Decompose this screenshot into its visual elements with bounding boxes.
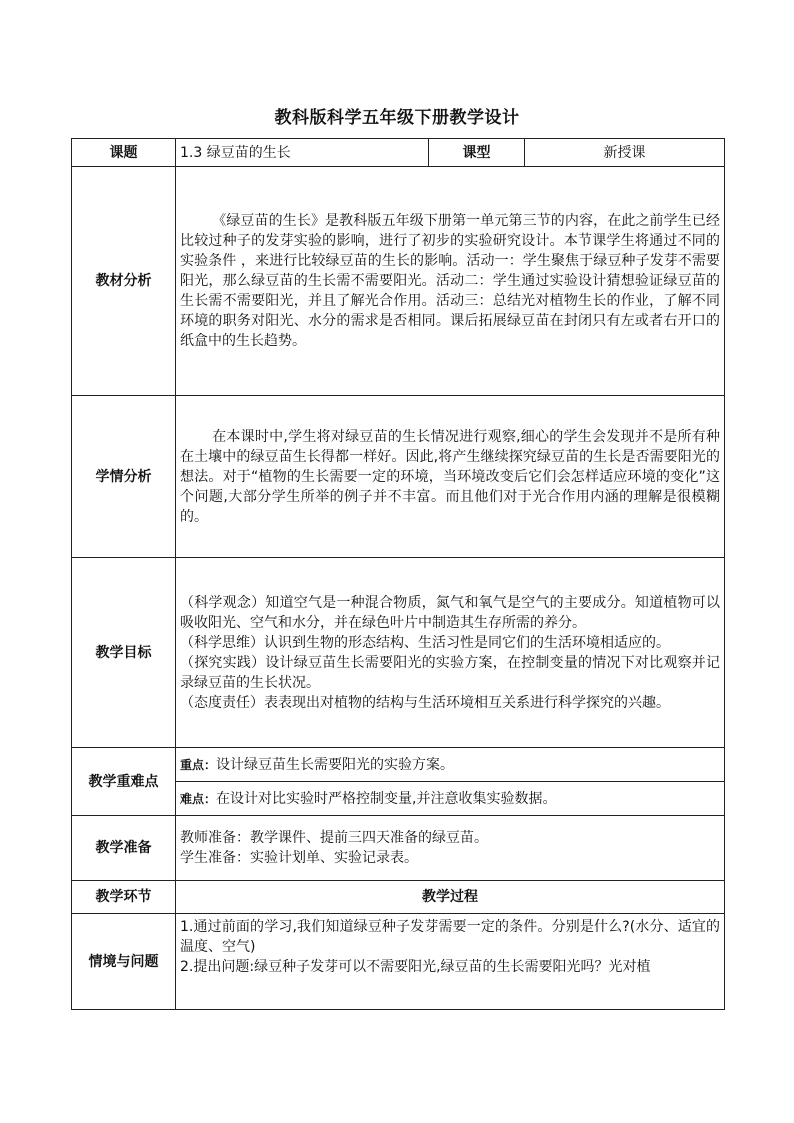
objective-item: （科学思维）认识到生物的形态结构、生活习性是同它们的生活环境相适应的。 [180,634,670,651]
process-header-row [72,881,725,914]
objective-item: （科学观念）知道空气是一种混合物质，氮气和氧气是空气的主要成分。知道植物可以吸收阳光、空气和水分，并在绿色叶片中制造其生存所需的养分。 [180,594,720,631]
objectives-label: 教学目标 [72,558,176,748]
focus-label: 重点： [180,757,217,772]
material-analysis-row [72,167,725,396]
student-analysis-cell [176,396,725,558]
process-header: 教学过程 [176,881,725,914]
page-title: 教科版科学五年级下册教学设计 [274,108,520,128]
lesson-plan-table [71,138,725,1010]
situation-label: 情境与问题 [72,914,176,1010]
topic-row [72,139,725,167]
student-analysis-label: 学情分析 [72,396,176,558]
objective-item: （探究实践）设计绿豆苗生长需要阳光的实验方案，在控制变量的情况下对比观察并记录绿豆苗的生长状况。 [180,654,720,691]
situation-item: 1.通过前面的学习,我们知道绿豆种子发芽需要一定的条件。分别是什么?(水分、适宜的温度、空气) [180,919,720,955]
student-preparation: 学生准备：实验计划单、实验记录表。 [180,850,418,866]
topic-value: 1.3 绿豆苗的生长 [176,139,429,167]
material-analysis-text: 《绿豆苗的生长》是教科版五年级下册第一单元第三节的内容，在此之前学生已经比较过种子的发芽实验的影响，进行了初步的实验研究设计。本节课学生将通过不同的实验条件 ，来进行比较绿豆苗的生长的影响。活动一：学生聚焦于绿豆种子发芽不需要阳光，那么绿豆苗的生长需不需要阳光。活动二：学生通过实验设计猜想验证绿豆苗的生长需不需要阳光，并且了解光合作用。活动三：总结光对植物生长的作业，了解不同环境的职务对阳光、水分的需求是否相同。课后拓展绿豆苗在封闭只有左或者右开口的纸盒中的生长趋势。 [180,213,720,349]
objective-item: （态度责任）表表现出对植物的结构与生活环境相互关系进行科学探究的兴趣。 [180,694,670,711]
situation-cell [176,914,725,1010]
situation-item: 2.提出问题:绿豆种子发芽可以不需要阳光,绿豆苗的生长需要阳光吗？光对植 [180,959,651,975]
difficulty-label: 难点： [180,791,217,806]
material-analysis-label: 教材分析 [72,167,176,396]
difficulty-text: 在设计对比实验时严格控制变量,并注意收集实验数据。 [216,790,557,807]
focus-cell [176,748,725,782]
situation-row [72,914,725,1010]
stage-header: 教学环节 [72,881,176,914]
preparation-label: 教学准备 [72,816,176,881]
material-analysis-cell [176,167,725,396]
focus-text: 设计绿豆苗生长需要阳光的实验方案。 [216,756,455,773]
preparation-row [72,816,725,881]
key-points-label: 教学重难点 [72,748,176,816]
objectives-cell [176,558,725,748]
teacher-preparation: 教师准备：教学课件、提前三四天准备的绿豆苗。 [180,830,488,846]
lesson-type-value: 新授课 [525,139,725,167]
objectives-row [72,558,725,748]
lesson-type-label: 课型 [429,139,525,167]
key-points-row [72,748,725,782]
preparation-cell [176,816,725,881]
difficulty-cell [176,782,725,816]
student-analysis-text: 在本课时中,学生将对绿豆苗的生长情况进行观察,细心的学生会发现并不是所有种在土壤中的绿豆苗生长得都一样好。因此,将产生继续探究绿豆苗的生长是否需要阳光的想法。对于“植物的生长需要一定的环境，当环境改变后它们会怎样适应环境的变化”这个问题,大部分学生所举的例子并不丰富。而且他们对于光合作用内涵的理解是很模糊的。 [180,428,720,525]
topic-label: 课题 [72,139,176,167]
student-analysis-row [72,396,725,558]
